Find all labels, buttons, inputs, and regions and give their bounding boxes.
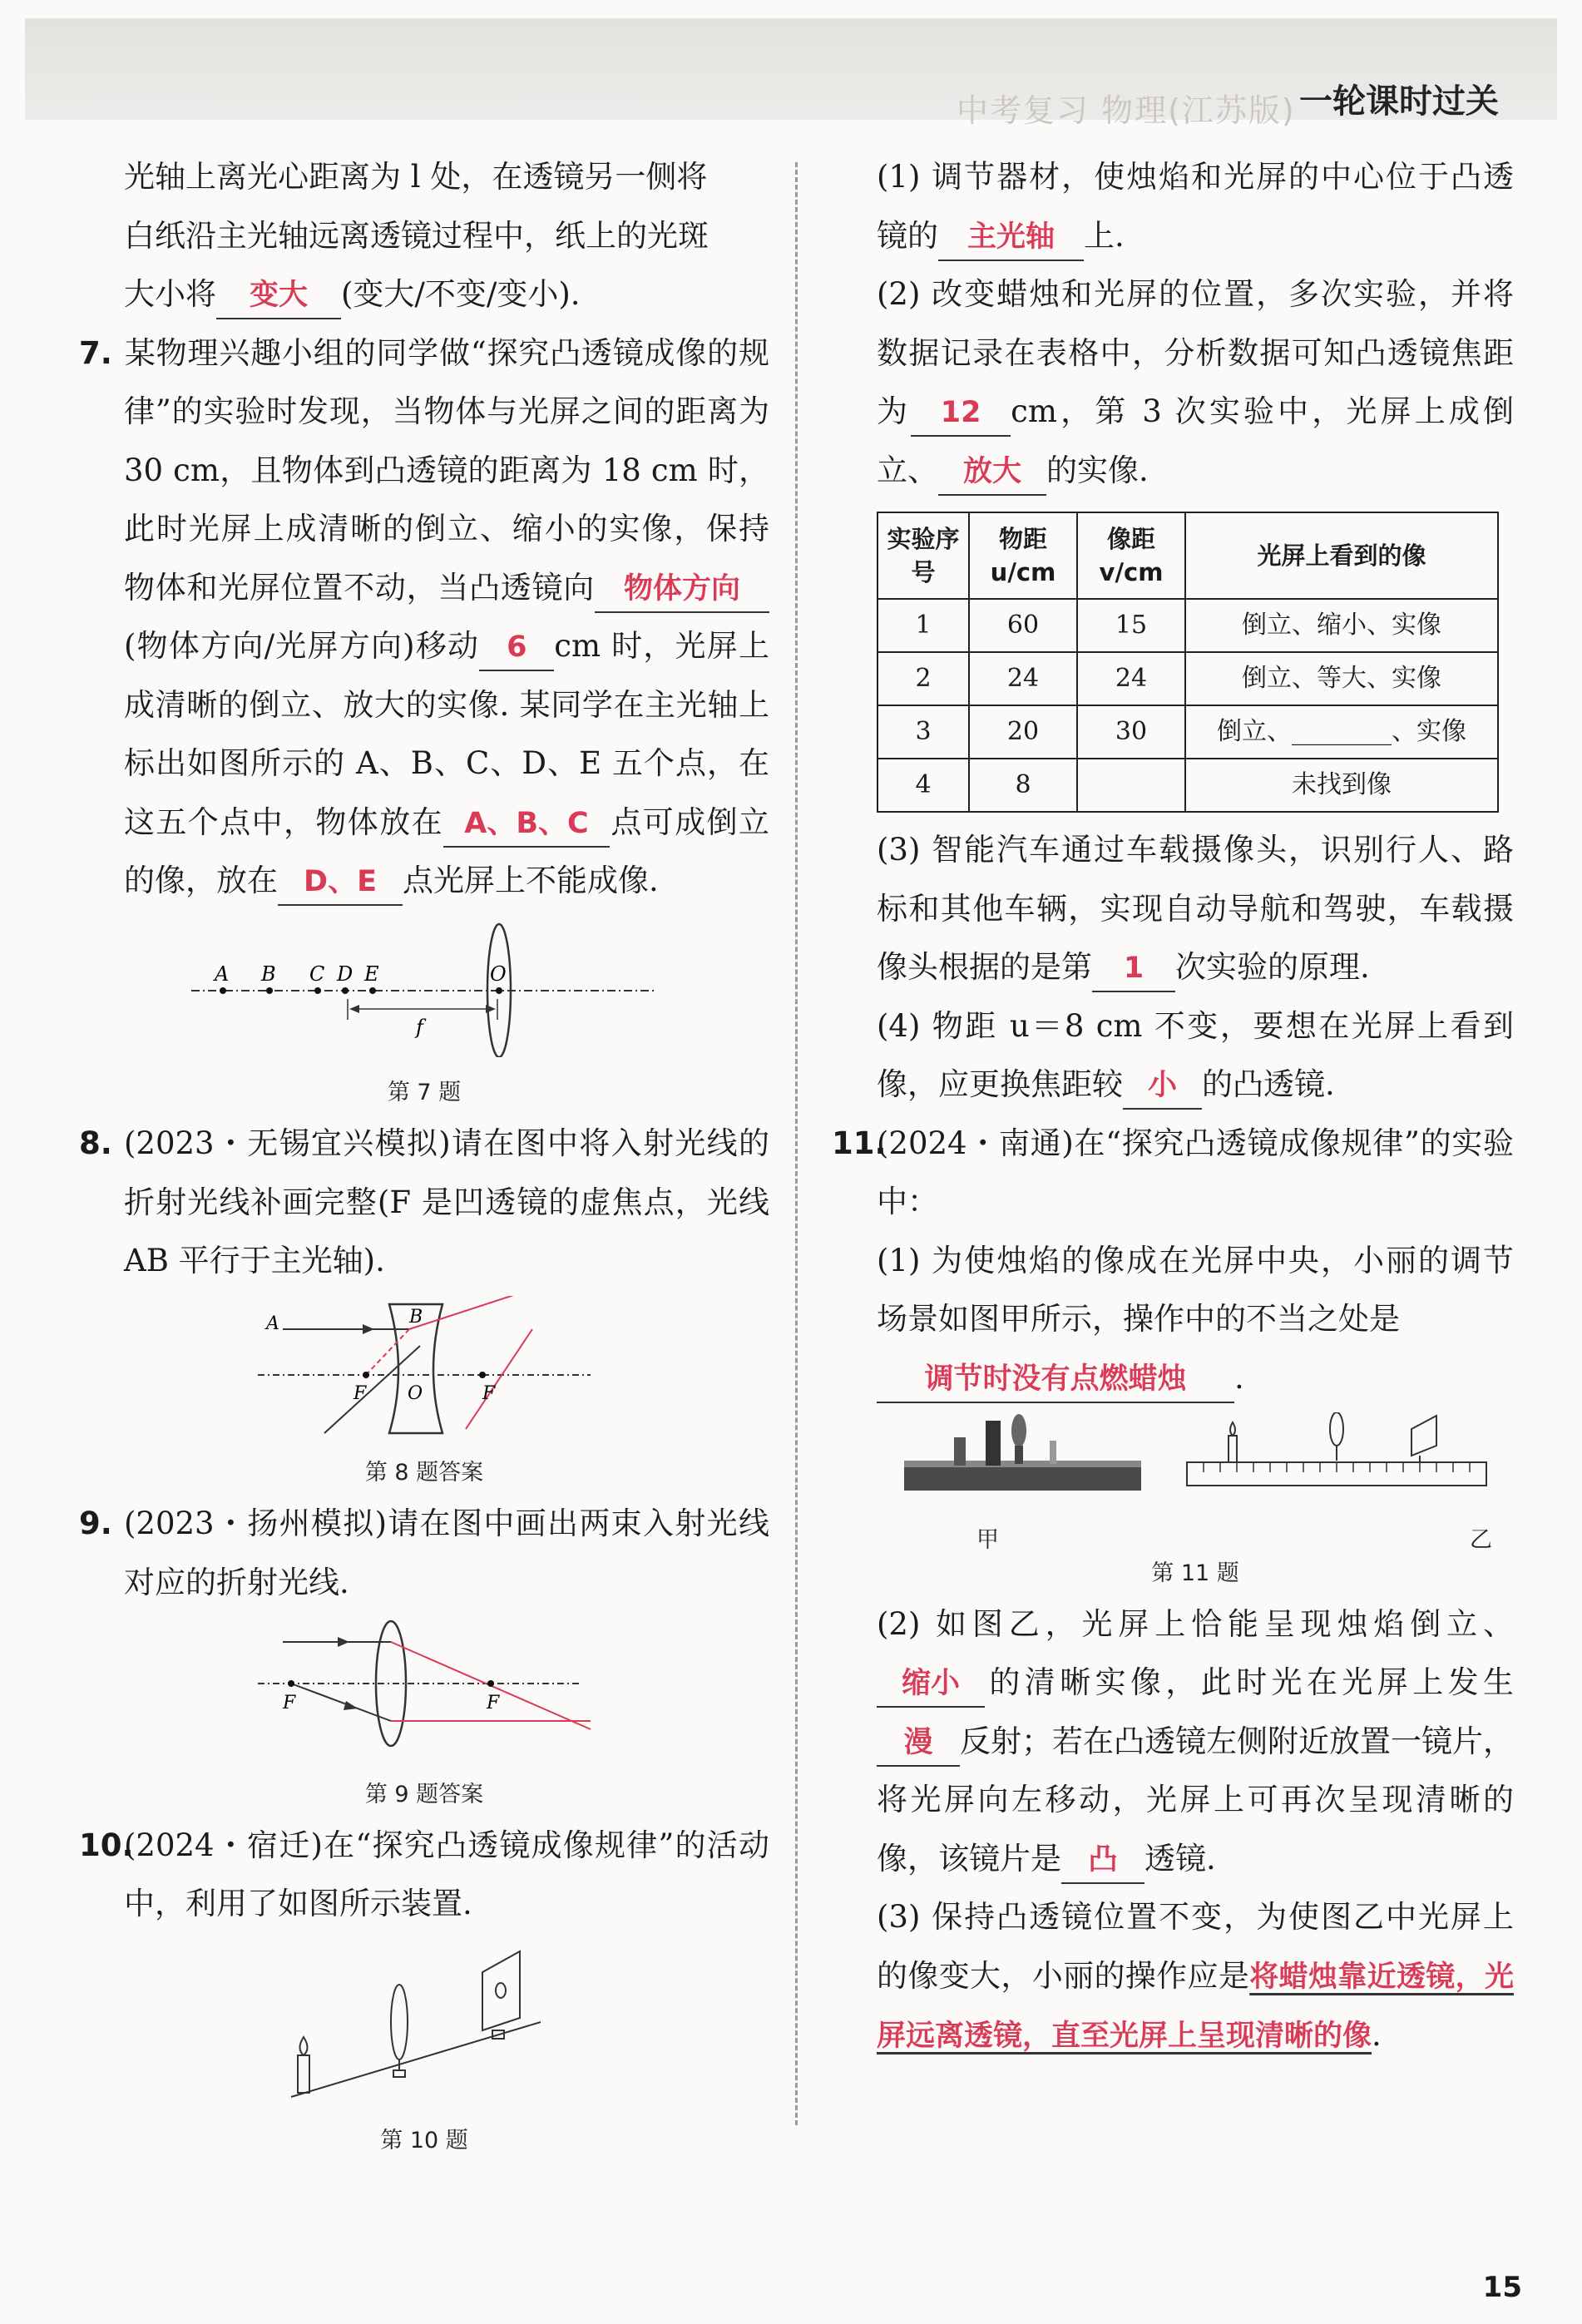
q9-caption: 第 9 题答案 xyxy=(364,1781,484,1807)
q11-label-yi: 乙 xyxy=(1470,1526,1492,1553)
q7-label-o: O xyxy=(490,962,507,986)
q11-s2-post: 透镜. xyxy=(1144,1840,1216,1877)
q8-text: (2023・无锡宜兴模拟)请在图中将入射光线的折射光线补画完整(F 是凹透镜的虚焦点，光线 AB 平行于主光轴). xyxy=(124,1125,769,1278)
q10-s1-pre: (1) 调节器材，使烛焰和光屏的中心位于凸透镜的 xyxy=(877,159,1514,254)
q10-sub3 xyxy=(832,821,1514,997)
question-7 xyxy=(79,324,769,911)
header-faded-series: 中考复习 物理(江苏版) xyxy=(957,92,1296,129)
q10-s3-answer: 1 xyxy=(1092,946,1175,992)
table-cell: 24 xyxy=(1077,652,1185,705)
q11-number: 11. xyxy=(832,1125,887,1161)
q7-answer1: 物体方向 xyxy=(595,566,769,613)
q11-s2-answer2: 漫 xyxy=(877,1720,960,1767)
q10-s4-post: 的凸透镜. xyxy=(1202,1066,1335,1102)
q9-diagram xyxy=(250,1617,599,1758)
q7-text5: 点光屏上不能成像. xyxy=(403,863,659,898)
q11-s2-answer1: 缩小 xyxy=(877,1661,985,1708)
q7-label-b: B xyxy=(261,962,276,986)
q6-tail xyxy=(79,148,769,324)
q8-label-f1: F xyxy=(353,1382,367,1404)
q8-caption: 第 8 题答案 xyxy=(364,1460,484,1486)
q10-s3-post: 次实验的原理. xyxy=(1175,949,1370,985)
q8-label-o: O xyxy=(408,1382,423,1404)
q9-figure xyxy=(79,1617,769,1812)
q10-s2-pre: (2) 改变蜡烛和光屏的位置，多次实验，并将数据记录在表格中，分析数据可知凸透镜焦距为 xyxy=(877,276,1514,429)
q10-table-wrap xyxy=(832,512,1514,813)
table-cell: 30 xyxy=(1077,705,1185,759)
q9-label-f2: F xyxy=(487,1693,500,1713)
table-cell: 3 xyxy=(878,705,969,759)
left-column xyxy=(79,148,769,2163)
q11-sub2 xyxy=(832,1595,1514,1889)
q7-caption: 第 7 题 xyxy=(387,1080,462,1105)
q10-s2-answer2: 放大 xyxy=(938,449,1046,496)
q11-s2-answer3: 凸 xyxy=(1061,1837,1144,1884)
table-cell: 15 xyxy=(1077,599,1185,652)
th-image-distance: 像距 v/cm xyxy=(1077,512,1185,599)
q8-number: 8. xyxy=(79,1125,112,1161)
th-trial: 实验序号 xyxy=(878,512,969,599)
q7-label-e: E xyxy=(364,962,379,986)
q11-s3-post: . xyxy=(1372,2017,1382,2053)
q11-figure xyxy=(832,1412,1514,1590)
q7-answer2: 6 xyxy=(479,625,554,671)
q11-caption: 第 11 题 xyxy=(1151,1560,1239,1586)
q11-label-jia: 甲 xyxy=(976,1526,999,1553)
table-cell: 倒立、________、实像 xyxy=(1185,705,1498,759)
table-cell: 1 xyxy=(878,599,969,652)
q11-s1-answer: 调节时没有点燃蜡烛 xyxy=(877,1357,1234,1403)
question-10 xyxy=(79,1817,769,1934)
q7-answer3: A、B、C xyxy=(443,801,610,848)
q10-s2-answer1: 12 xyxy=(911,390,1011,437)
q9-text: (2023・扬州模拟)请在图中画出两束入射光线对应的折射光线. xyxy=(124,1506,769,1600)
table-cell xyxy=(1077,759,1185,812)
q11-diagram xyxy=(887,1412,1503,1504)
q7-label-a: A xyxy=(215,962,230,986)
q10-sub1 xyxy=(832,148,1514,265)
q7-answer4: D、E xyxy=(278,859,403,906)
table-cell: 20 xyxy=(969,705,1077,759)
table-cell: 60 xyxy=(969,599,1077,652)
q8-label-b: B xyxy=(409,1306,423,1328)
table-row xyxy=(878,705,1498,759)
q10-figure xyxy=(79,1939,769,2158)
q10-sub2 xyxy=(832,265,1514,500)
table-row xyxy=(878,599,1498,652)
q6-line2: 白纸沿主光轴远离透镜过程中，纸上的光斑 xyxy=(124,217,709,254)
q7-number: 7. xyxy=(79,334,112,371)
question-11 xyxy=(832,1115,1514,1232)
q7-text2: (物体方向/光屏方向)移动 xyxy=(124,628,480,664)
q6-pre: 大小将 xyxy=(124,276,216,312)
q6-post: (变大/不变/变小). xyxy=(341,276,581,312)
q11-s2-mid2: 反射；若在凸透镜左侧附近放置一镜片，将光屏向左移动，光屏上可再次呈现清晰的像，该镜片是 xyxy=(877,1723,1514,1877)
th-image-seen: 光屏上看到的像 xyxy=(1185,512,1498,599)
q10-data-table xyxy=(877,512,1499,813)
q11-sub1 xyxy=(832,1232,1514,1408)
table-cell: 8 xyxy=(969,759,1077,812)
q11-s1-post: . xyxy=(1234,1359,1244,1396)
q10-s4-answer: 小 xyxy=(1123,1063,1202,1110)
q7-label-d: D xyxy=(337,962,353,986)
q7-text3: cm 时，光屏上成清晰的倒立、放大的实像. 某同学在主光轴上标出如图所示的 A、B、C、D、E 五个点，在这五个点中，物体放在 xyxy=(124,628,769,840)
q7-text1: 某物理兴趣小组的同学做“探究凸透镜成像的规律”的实验时发现，当物体与光屏之间的距离为 30 cm，且物体到凸透镜的距离为 18 cm 时，此时光屏上成清晰的倒立、缩小的实像，保持物体和光屏位置不动，当凸透镜向 xyxy=(124,334,769,606)
question-9 xyxy=(79,1495,769,1612)
q8-label-f2: F xyxy=(482,1382,496,1404)
q11-s2-pre: (2) 如图乙，光屏上恰能呈现烛焰倒立、 xyxy=(877,1605,1514,1642)
q11-sub3 xyxy=(832,1888,1514,2066)
table-row xyxy=(878,759,1498,812)
q7-label-f: f xyxy=(416,1015,423,1039)
q10-number: 10. xyxy=(79,1827,134,1863)
q7-label-c: C xyxy=(309,962,325,986)
column-divider xyxy=(795,162,798,2125)
table-header-row xyxy=(878,512,1498,599)
header-title: 一轮课时过关 xyxy=(1299,82,1499,121)
table-cell: 倒立、等大、实像 xyxy=(1185,652,1498,705)
page-header xyxy=(25,18,1557,129)
table-row xyxy=(878,652,1498,705)
q10-s3-pre: (3) 智能汽车通过车载摄像头，识别行人、路标和其他车辆，实现自动导航和驾驶，车载摄像头根据的是第 xyxy=(877,832,1514,985)
table-cell: 2 xyxy=(878,652,969,705)
q10-text: (2024・宿迁)在“探究凸透镜成像规律”的活动中，利用了如图所示装置. xyxy=(124,1827,769,1921)
q9-label-f1: F xyxy=(283,1693,296,1713)
q10-caption: 第 10 题 xyxy=(380,2128,468,2153)
q10-s1-answer: 主光轴 xyxy=(938,215,1084,261)
th-object-distance: 物距 u/cm xyxy=(969,512,1077,599)
q10-s1-post: 上. xyxy=(1084,217,1125,254)
table-cell: 4 xyxy=(878,759,969,812)
q7-diagram xyxy=(175,916,674,1057)
q11-s3-pre: (3) 保持凸透镜位置不变，为使图乙中光屏上的像变大，小丽的操作应是 xyxy=(877,1899,1514,1994)
q7-text4: 点可成倒立的像，放在 xyxy=(124,804,769,898)
question-8 xyxy=(79,1115,769,1291)
q6-line1: 光轴上离光心距离为 l 处，在透镜另一侧将 xyxy=(124,159,708,195)
q11-s2-mid1: 的清晰实像，此时光在光屏上发生 xyxy=(985,1664,1514,1700)
q10-s2-mid: cm，第 3 次实验中，光屏上成倒立、 xyxy=(877,393,1515,488)
q8-figure xyxy=(79,1296,769,1491)
q6-answer: 变大 xyxy=(216,273,341,319)
q11-s3-answer: 将蜡烛靠近透镜，光屏远离透镜，直至光屏上呈现清晰的像 xyxy=(877,1960,1514,2053)
right-column xyxy=(832,148,1514,2066)
table-cell: 未找到像 xyxy=(1185,759,1498,812)
table-cell: 倒立、缩小、实像 xyxy=(1185,599,1498,652)
q8-diagram xyxy=(250,1296,599,1437)
q8-label-a: A xyxy=(266,1313,279,1334)
q10-s4-pre: (4) 物距 u＝8 cm 不变，要想在光屏上看到像，应更换焦距较 xyxy=(877,1007,1514,1102)
q10-diagram xyxy=(274,1939,574,2105)
table-cell: 24 xyxy=(969,652,1077,705)
page-number: 15 xyxy=(1482,2271,1522,2304)
q9-number: 9. xyxy=(79,1506,112,1541)
q11-s1-pre: (1) 为使烛焰的像成在光屏中央，小丽的调节场景如图甲所示，操作中的不当之处是 xyxy=(877,1242,1514,1337)
q10-s2-post: 的实像. xyxy=(1046,452,1149,488)
q10-sub4 xyxy=(832,997,1514,1115)
q11-text: (2024・南通)在“探究凸透镜成像规律”的实验中： xyxy=(877,1125,1514,1219)
q7-figure xyxy=(79,916,769,1110)
